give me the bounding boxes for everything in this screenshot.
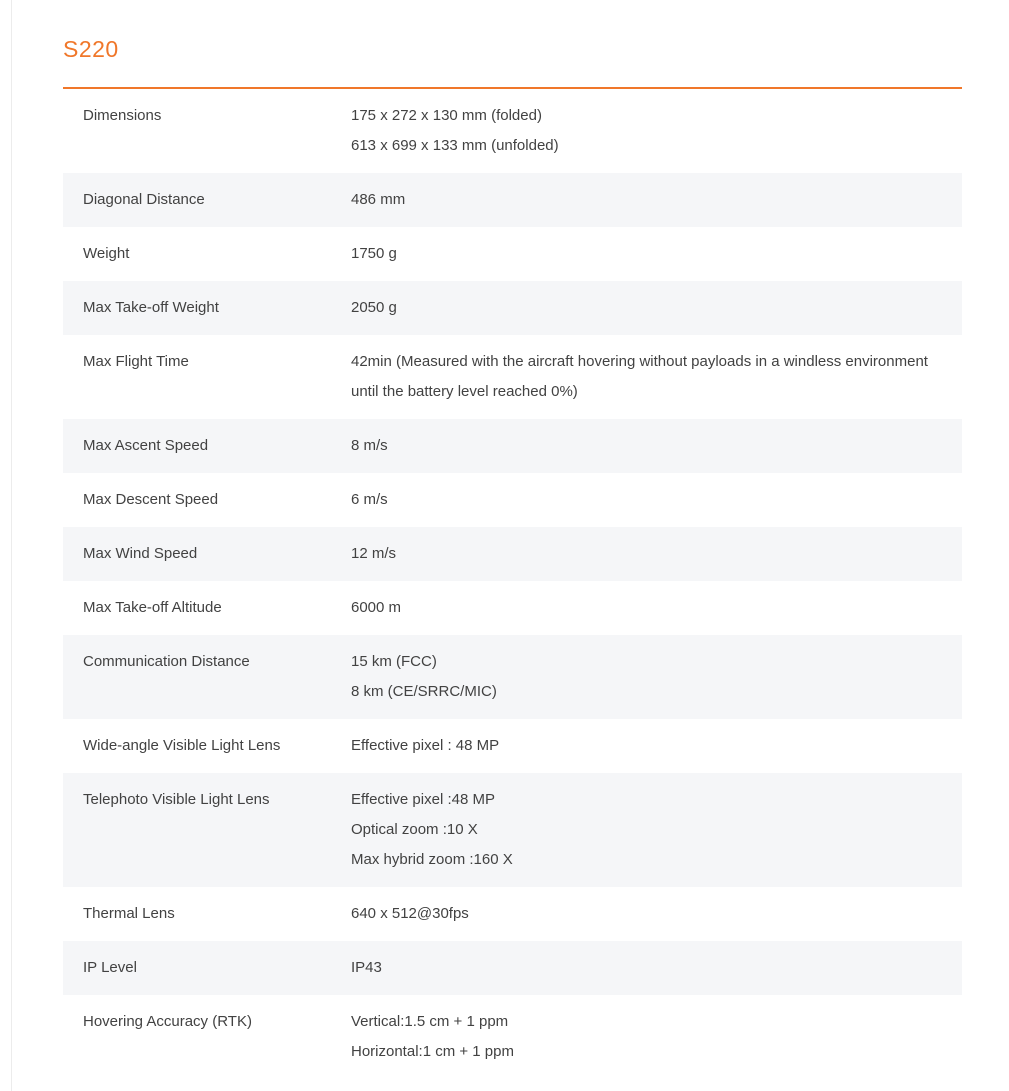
spec-value [351, 539, 962, 569]
spec-row [63, 887, 962, 941]
spec-row [63, 941, 962, 995]
content-area [63, 0, 962, 1079]
spec-value-line: 8 m/s [351, 437, 388, 454]
spec-label: Communication Distance [83, 653, 250, 670]
spec-value-line: 12 m/s [351, 545, 397, 562]
spec-value [351, 1007, 962, 1067]
spec-row [63, 773, 962, 887]
spec-value-line: 1750 g [351, 245, 397, 262]
spec-value-line: 486 mm [351, 191, 406, 208]
spec-value [351, 953, 962, 983]
spec-label: Wide-angle Visible Light Lens [83, 737, 281, 754]
spec-label: Max Ascent Speed [83, 437, 209, 454]
spec-value-line: Horizontal:1 cm + 1 ppm [351, 1043, 514, 1060]
spec-label: Thermal Lens [83, 905, 175, 922]
spec-value [351, 485, 962, 515]
spec-value-line: 15 km (FCC) [351, 653, 437, 670]
spec-label: Max Flight Time [83, 353, 189, 370]
spec-row [63, 581, 962, 635]
spec-row [63, 635, 962, 719]
spec-row [63, 719, 962, 773]
spec-value [351, 101, 962, 161]
page-title: S220 [63, 36, 119, 62]
spec-value [351, 899, 962, 929]
spec-row [63, 173, 962, 227]
spec-value [351, 731, 962, 761]
spec-row [63, 473, 962, 527]
spec-value [351, 593, 962, 623]
spec-value-line: Optical zoom :10 X [351, 821, 478, 838]
spec-label: Max Take-off Altitude [83, 599, 222, 616]
spec-value-line: 8 km (CE/SRRC/MIC) [351, 683, 497, 700]
spec-row [63, 227, 962, 281]
spec-value-line: 6 m/s [351, 491, 388, 508]
spec-row [63, 527, 962, 581]
spec-value [351, 785, 962, 875]
spec-value-line: 2050 g [351, 299, 397, 316]
spec-row [63, 281, 962, 335]
spec-value [351, 647, 962, 707]
spec-value-line: Effective pixel : 48 MP [351, 737, 500, 754]
spec-row [63, 419, 962, 473]
spec-row [63, 89, 962, 173]
spec-value-line: 613 x 699 x 133 mm (unfolded) [351, 137, 559, 154]
spec-label: Telephoto Visible Light Lens [83, 791, 270, 808]
spec-value-line: Effective pixel :48 MP [351, 791, 495, 808]
spec-value [351, 431, 962, 461]
spec-value [351, 347, 962, 407]
spec-value [351, 293, 962, 323]
spec-label: Dimensions [83, 107, 162, 124]
spec-label: Diagonal Distance [83, 191, 205, 208]
spec-value-line: 175 x 272 x 130 mm (folded) [351, 107, 542, 124]
spec-label: Max Wind Speed [83, 545, 198, 562]
spec-table [63, 89, 962, 1079]
spec-value-line: 640 x 512@30fps [351, 905, 469, 922]
spec-value-line: 42min (Measured with the aircraft hovering without payloads in a windless environment until the battery level reached 0%) [351, 353, 928, 400]
spec-label: Max Take-off Weight [83, 299, 219, 316]
spec-value-line: 6000 m [351, 599, 402, 616]
spec-label: Weight [83, 245, 130, 262]
spec-row [63, 335, 962, 419]
spec-label: Hovering Accuracy (RTK) [83, 1013, 252, 1030]
spec-value-line: Max hybrid zoom :160 X [351, 851, 513, 868]
spec-value-line: Vertical:1.5 cm + 1 ppm [351, 1013, 509, 1030]
page-left-border [11, 0, 12, 1091]
spec-label: IP Level [83, 959, 137, 976]
spec-row [63, 995, 962, 1079]
spec-label: Max Descent Speed [83, 491, 219, 508]
spec-value [351, 185, 962, 215]
spec-value [351, 239, 962, 269]
spec-value-line: IP43 [351, 959, 382, 976]
